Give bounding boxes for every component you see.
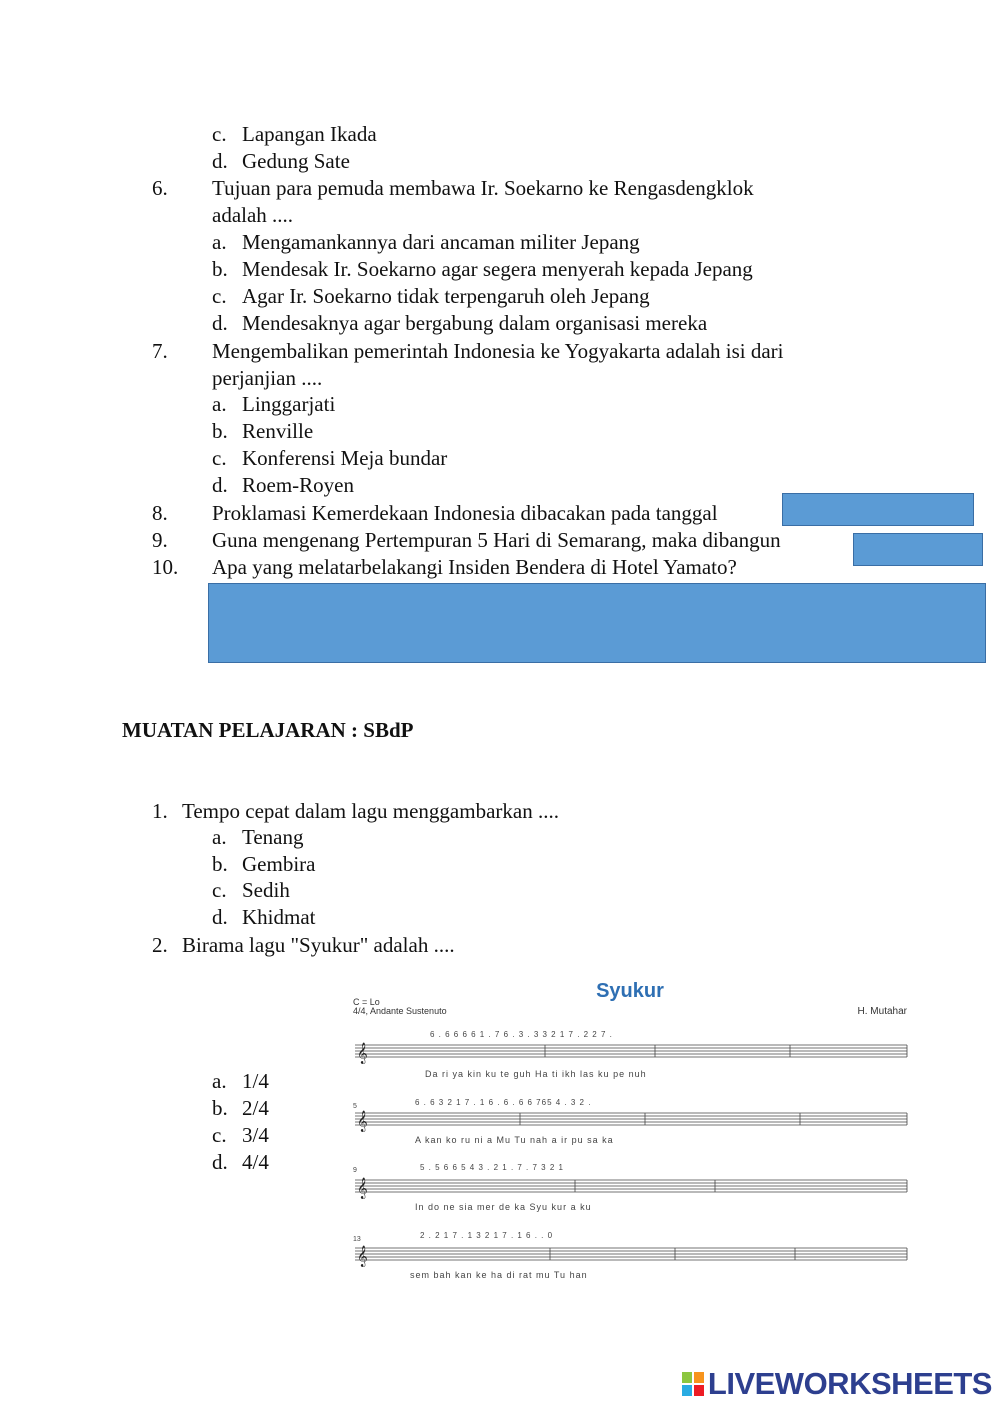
music-row-1 (355, 1030, 907, 1079)
sbdp-question-1-option-a: a. Tenang (212, 825, 304, 849)
section-title-sbdp: MUATAN PELAJARAN : SBdP (122, 718, 414, 742)
question-8-text: Proklamasi Kemerdekaan Indonesia dibacakan pada tanggal (212, 501, 718, 525)
svg-text:𝄞: 𝄞 (357, 1178, 368, 1198)
question-6-option-a: a. Mengamankannya dari ancaman militer Jepang (212, 230, 640, 254)
question-10-number: 10. (152, 555, 179, 579)
svg-text:𝄞: 𝄞 (357, 1111, 368, 1131)
question-6-number: 6. (152, 176, 168, 200)
sbdp-question-1-option-b: b. Gembira (212, 852, 316, 876)
question-10-text: Apa yang melatarbelakangi Insiden Bendera di Hotel Yamato? (212, 555, 737, 579)
question-8-number: 8. (152, 501, 168, 525)
question-6-text-line2: adalah .... (212, 203, 294, 227)
question-6-text-line1: Tujuan para pemuda membawa Ir. Soekarno ke Rengasdengklok (212, 176, 754, 200)
liveworksheets-wordmark: LIVEWORKSHEETS (707, 1366, 992, 1401)
question-7-option-d: d. Roem-Royen (212, 473, 354, 497)
question-7-option-a: a. Linggarjati (212, 392, 336, 416)
music-row-1-lyrics: Da ri ya kin ku te guh Ha ti ikh las ku pe nuh (425, 1069, 647, 1079)
sbdp-question-2-option-c: c. 3/4 (212, 1123, 269, 1147)
music-row-2-bar-number: 5 (353, 1103, 357, 1110)
question-7-text-line1: Mengembalikan pemerintah Indonesia ke Yogyakarta adalah isi dari (212, 339, 784, 363)
sbdp-question-1: 1. Tempo cepat dalam lagu menggambarkan .... (152, 799, 559, 823)
music-row-1-numbers: 6 . 6 6 6 6 1 . 7 6 . 3 . 3 3 2 1 7 . 2 2 7 . (430, 1030, 613, 1039)
liveworksheets-mark-icon (682, 1372, 704, 1396)
sbdp-question-1-option-d: d. Khidmat (212, 905, 316, 929)
music-row-4-lyrics: sem bah kan ke ha di rat mu Tu han (410, 1270, 588, 1280)
music-score-syukur (345, 975, 915, 1290)
sbdp-question-2: 2. Birama lagu "Syukur" adalah .... (152, 933, 455, 957)
question-6-option-d: d. Mendesaknya agar bergabung dalam organisasi mereka (212, 311, 708, 335)
music-row-2 (353, 1098, 907, 1145)
question-9-answer-input[interactable] (853, 533, 983, 566)
sbdp-question-1-option-c: c. Sedih (212, 878, 290, 902)
question-7-option-c: c. Konferensi Meja bundar (212, 446, 448, 470)
option-prev-c: c. Lapangan Ikada (212, 122, 377, 146)
question-6-option-c: c. Agar Ir. Soekarno tidak terpengaruh oleh Jepang (212, 284, 650, 308)
music-row-2-lyrics: A kan ko ru ni a Mu Tu nah a ir pu sa ka (415, 1135, 614, 1145)
sbdp-question-2-option-a: a. 1/4 (212, 1069, 269, 1093)
music-row-4-numbers: 2 . 2 1 7 . 1 3 2 1 7 . 1 6 . . 0 (420, 1231, 554, 1240)
question-10-answer-textarea[interactable] (208, 583, 986, 663)
music-tempo: 4/4, Andante Sustenuto (353, 1006, 447, 1016)
music-row-3-lyrics: In do ne sia mer de ka Syu kur a ku (415, 1202, 592, 1212)
sbdp-question-2-option-d: d. 4/4 (212, 1150, 269, 1174)
music-row-3-bar-number: 9 (353, 1167, 357, 1174)
music-row-4-bar-number: 13 (353, 1236, 361, 1243)
question-9-number: 9. (152, 528, 168, 552)
question-8-answer-input[interactable] (782, 493, 974, 526)
option-prev-d: d. Gedung Sate (212, 149, 350, 173)
music-row-2-numbers: 6 . 6 3 2 1 7 . 1 6 . 6 . 6 6 765 4 . 3 2 . (415, 1098, 592, 1107)
music-row-4 (353, 1231, 907, 1280)
sbdp-question-2-option-b: b. 2/4 (212, 1096, 269, 1120)
music-row-3 (353, 1163, 907, 1212)
question-7-text-line2: perjanjian .... (212, 366, 323, 390)
question-7-number: 7. (152, 339, 168, 363)
svg-text:𝄞: 𝄞 (357, 1043, 368, 1063)
liveworksheets-logo (682, 1367, 992, 1401)
music-composer: H. Mutahar (857, 1006, 907, 1017)
question-7-option-b: b. Renville (212, 419, 314, 443)
svg-text:𝄞: 𝄞 (357, 1246, 368, 1266)
question-6-option-b: b. Mendesak Ir. Soekarno agar segera menyerah kepada Jepang (212, 257, 753, 281)
question-9-text: Guna mengenang Pertempuran 5 Hari di Semarang, maka dibangun (212, 528, 781, 552)
music-row-3-numbers: 5 . 5 6 6 5 4 3 . 2 1 . 7 . 7 3 2 1 (420, 1163, 564, 1172)
music-key: C = Lo (353, 997, 380, 1007)
music-title: Syukur (596, 980, 664, 1002)
